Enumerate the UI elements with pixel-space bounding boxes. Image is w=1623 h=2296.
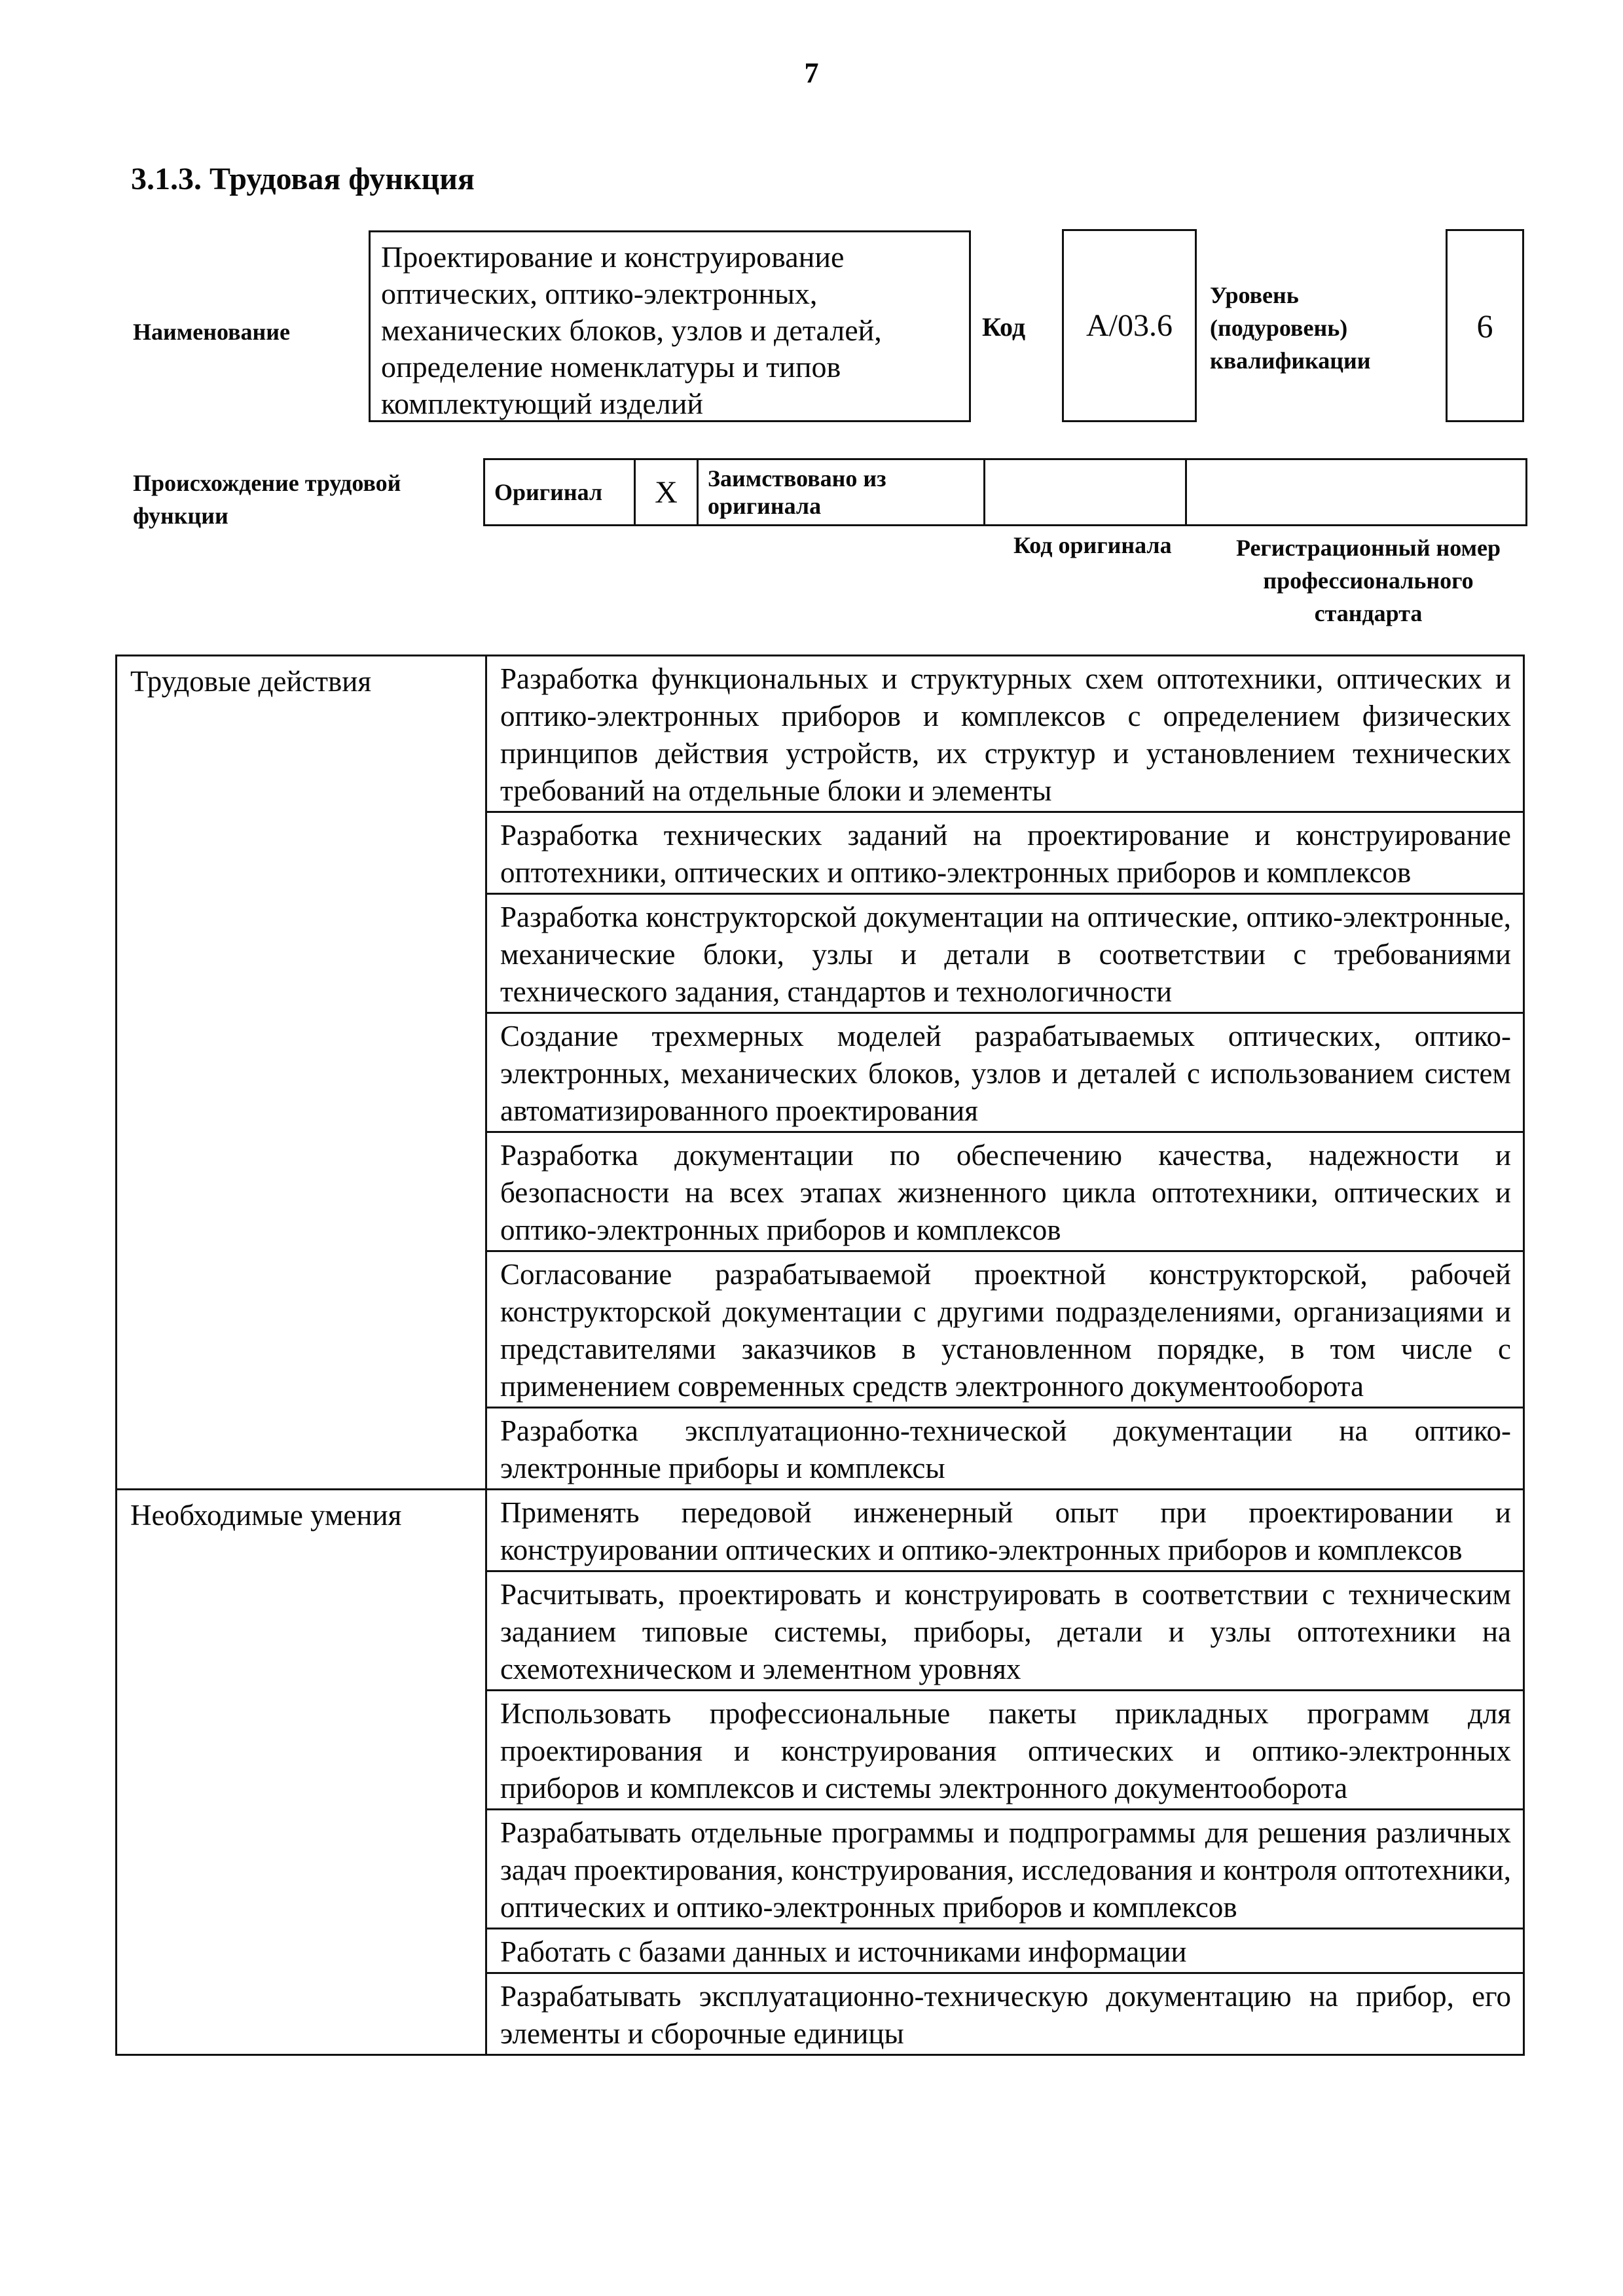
name-value-box: Проектирование и конструирование оптических, оптико-электронных, механических блоков, узлов и деталей, определение номенклатуры и типов комплектующий изделий bbox=[369, 230, 971, 422]
labor-action-item: Разработка документации по обеспечению качества, надежности и безопасности на всех этапах жизненного цикла оптотехники, оптических и оптико-электронных приборов и комплексов bbox=[486, 1132, 1524, 1251]
required-skill-item: Разрабатывать отдельные программы и подпрограммы для решения различных задач проектирования, конструирования, исследования и контроля оптотехники, оптических и оптико-электронных приборов и комплексов bbox=[486, 1810, 1524, 1929]
code-value-box bbox=[1062, 229, 1197, 422]
registration-number-cell bbox=[1186, 459, 1527, 526]
labor-action-item: Согласование разрабатываемой проектной конструкторской, рабочей конструкторской документации с другими подразделениями, организациями и представителями заказчиков в установленном порядке, в том числе с применением современных средств электронного документооборота bbox=[486, 1251, 1524, 1408]
labor-actions-title: Трудовые действия bbox=[117, 656, 486, 1490]
labor-action-item: Создание трехмерных моделей разрабатываемых оптических, оптико-электронных, механических блоков, узлов и деталей с использованием систем автоматизированного проектирования bbox=[486, 1013, 1524, 1132]
original-mark: X bbox=[635, 459, 698, 526]
registration-number-caption: Регистрационный номер профессионального стандарта bbox=[1235, 535, 1501, 626]
required-skill-item: Использовать профессиональные пакеты прикладных программ для проектирования и конструирования оптических и оптико-электронных приборов и комплексов и системы электронного документооборота bbox=[486, 1691, 1524, 1810]
original-code-caption: Код оригинала bbox=[1013, 532, 1172, 558]
level-value: 6 bbox=[1476, 307, 1493, 344]
labor-action-item: Разработка технических заданий на проектирование и конструирование оптотехники, оптических и оптико-электронных приборов и комплексов bbox=[486, 812, 1524, 894]
labor-action-item: Разработка конструкторской документации на оптические, оптико-электронные, механические блоки, узлы и детали в соответствии с требованиями технического задания, стандартов и технологичности bbox=[486, 894, 1524, 1013]
borrowed-cell: Заимствовано из оригинала bbox=[698, 459, 985, 526]
required-skill-item: Разрабатывать эксплуатационно-техническую документацию на прибор, его элементы и сборочные единицы bbox=[486, 1973, 1524, 2055]
original-code-cell bbox=[985, 459, 1186, 526]
section-title: 3.1.3. Трудовая функция bbox=[131, 162, 475, 196]
origin-label: Происхождение трудовой функции bbox=[133, 470, 401, 529]
code-label: Код bbox=[982, 312, 1026, 342]
level-value-box bbox=[1446, 229, 1524, 422]
required-skill-item: Применять передовой инженерный опыт при проектировании и конструировании оптических и оптико-электронных приборов и комплексов bbox=[486, 1490, 1524, 1571]
labor-action-item: Разработка эксплуатационно-технической документации на оптико-электронные приборы и комплексы bbox=[486, 1408, 1524, 1490]
level-label: Уровень (подуровень) квалификации bbox=[1210, 282, 1371, 374]
page-number: 7 bbox=[804, 57, 819, 89]
required-skill-item: Работать с базами данных и источниками информации bbox=[486, 1929, 1524, 1973]
function-details-table bbox=[115, 655, 1525, 2056]
required-skills-title: Необходимые умения bbox=[117, 1490, 486, 2055]
original-cell: Оригинал bbox=[484, 459, 635, 526]
labor-action-item: Разработка функциональных и структурных схем оптотехники, оптических и оптико-электронных приборов и комплексов с определением физических принципов действия устройств, их структур и установлением технических требований на отдельные блоки и элементы bbox=[486, 656, 1524, 812]
required-skill-item: Расчитывать, проектировать и конструировать в соответствии с техническим заданием типовые системы, приборы, детали и узлы оптотехники на схемотехническом и элементном уровнях bbox=[486, 1571, 1524, 1691]
origin-table bbox=[483, 458, 1527, 526]
name-label: Наименование bbox=[133, 319, 290, 345]
code-value: А/03.6 bbox=[1086, 308, 1173, 343]
